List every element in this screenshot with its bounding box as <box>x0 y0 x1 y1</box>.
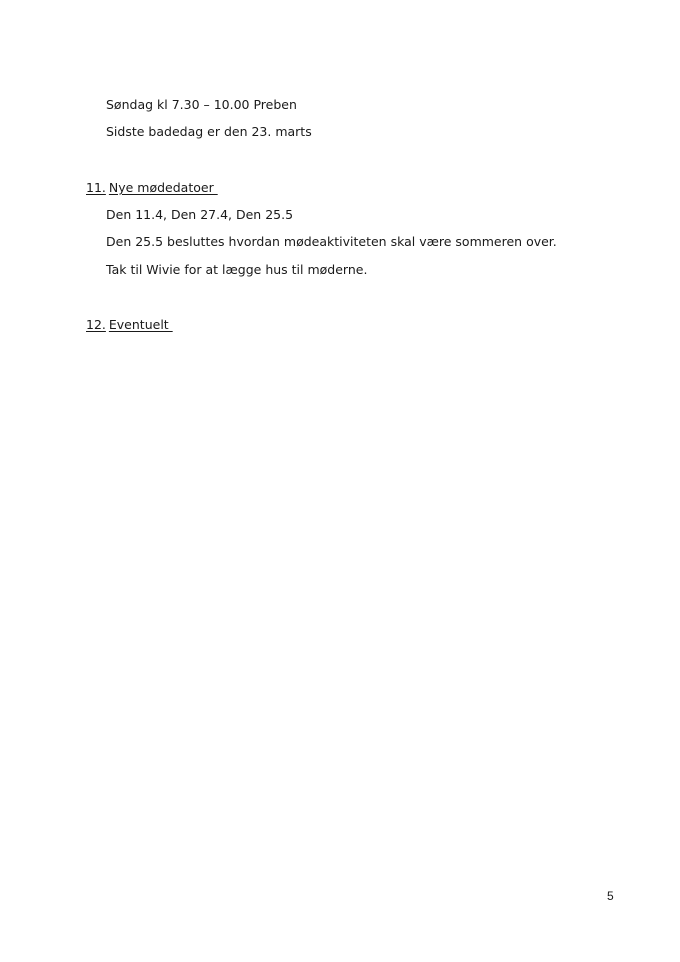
summer-decision-line: Den 25.5 besluttes hvordan mødeaktiviteten skal være sommeren over. <box>106 234 557 249</box>
section-number: 12. <box>86 317 106 332</box>
section-title: Nye mødedatoer <box>108 180 218 195</box>
section-title: Eventuelt <box>108 317 173 332</box>
schedule-line-sunday: Søndag kl 7.30 – 10.00 Preben <box>106 97 297 112</box>
section-heading-12 <box>86 317 173 333</box>
section-number: 11. <box>86 180 106 195</box>
thanks-line: Tak til Wivie for at lægge hus til møderne. <box>106 262 368 277</box>
last-bath-day-line: Sidste badedag er den 23. marts <box>106 124 312 139</box>
meeting-dates-line: Den 11.4, Den 27.4, Den 25.5 <box>106 207 294 222</box>
section-heading-11 <box>86 180 218 196</box>
page-number: 5 <box>607 889 614 903</box>
